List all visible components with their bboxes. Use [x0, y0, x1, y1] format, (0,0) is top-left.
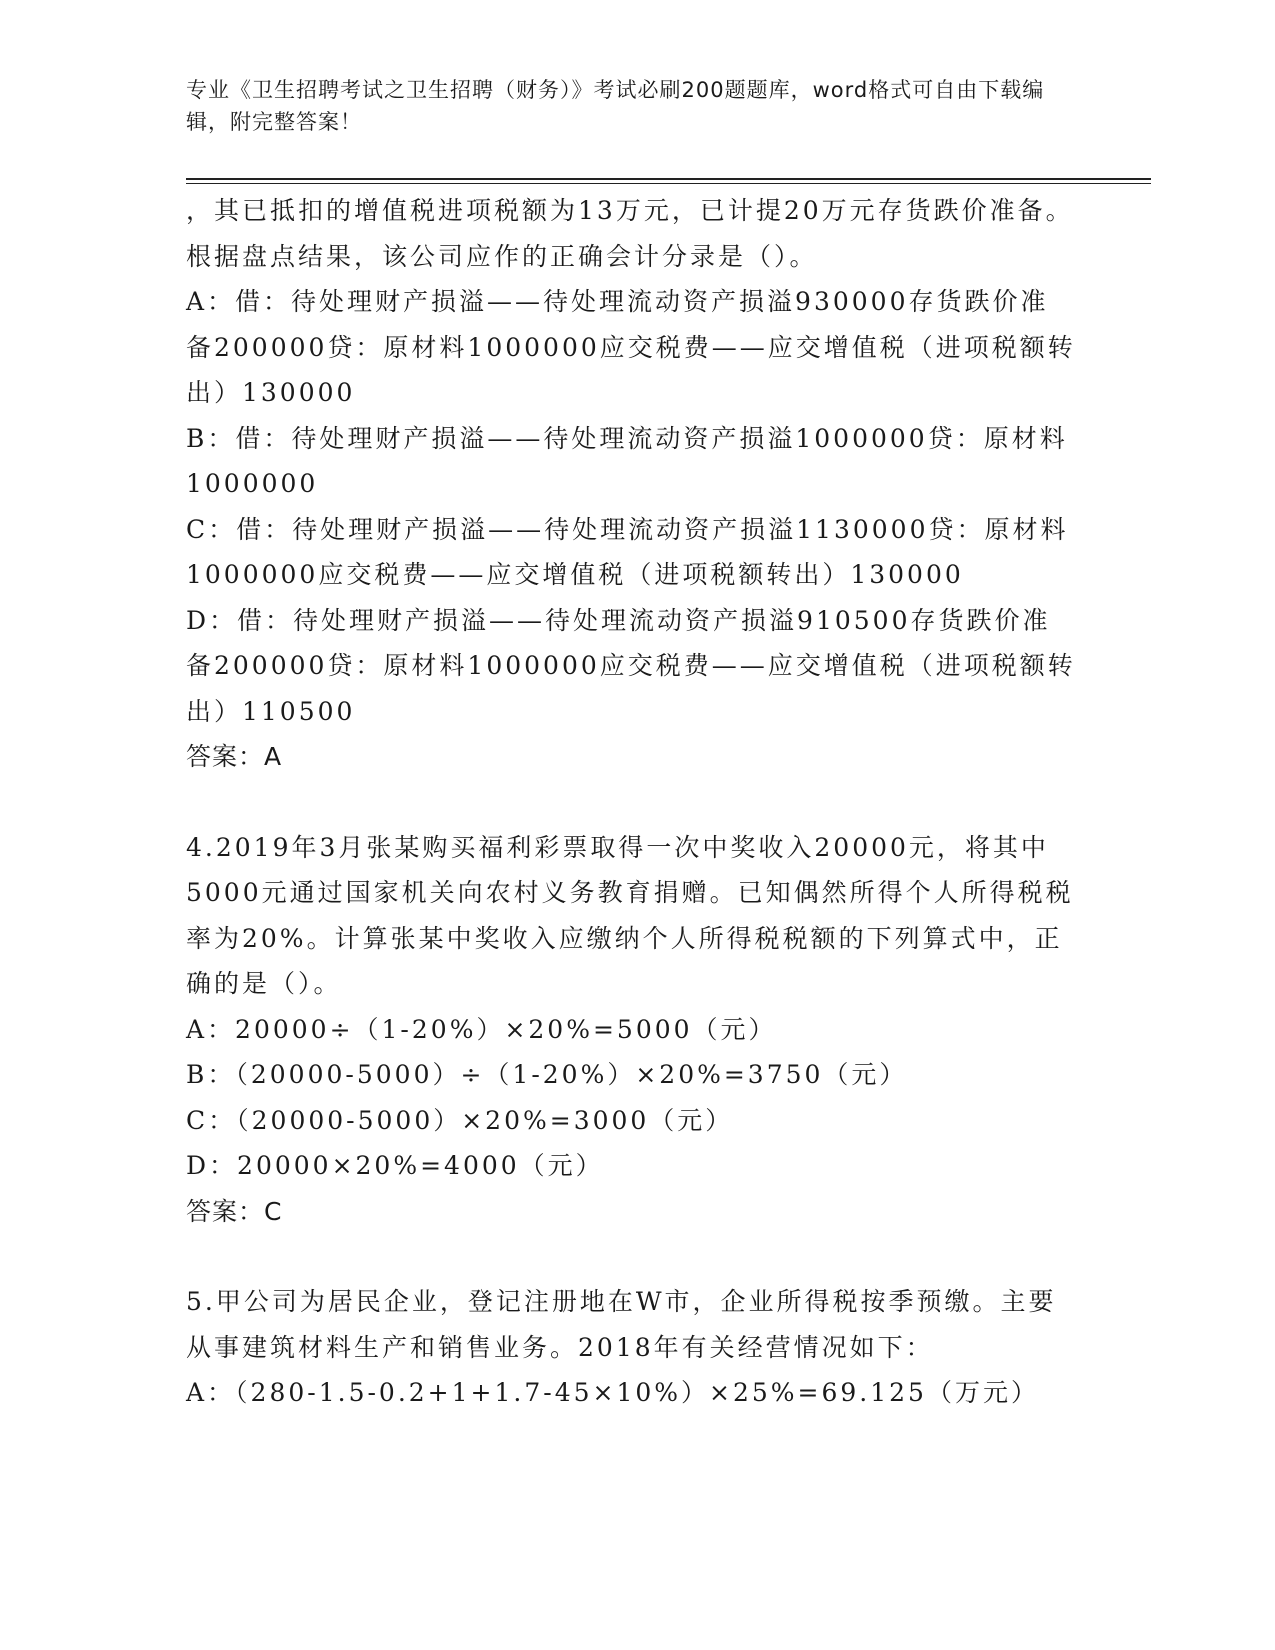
option-d: D：借：待处理财产损溢——待处理流动资产损溢910500存货跌价准备200000贷：原材料1000000应交税费——应交增值税（进项税额转出）110500 [186, 605, 1076, 726]
option-c: C：借：待处理财产损溢——待处理流动资产损溢1130000贷：原材料1000000应交税费——应交增值税（进项税额转出）130000 [186, 514, 1069, 589]
header-rule-thick [186, 178, 1151, 180]
question-stem: 5.甲公司为居民企业，登记注册地在W市，企业所得税按季预缴。主要从事建筑材料生产和销售业务。2018年有关经营情况如下： [186, 1287, 1057, 1362]
spacer [186, 780, 1076, 825]
page-header: 专业《卫生招聘考试之卫生招聘（财务）》考试必刷200题题库，word格式可自由下载编辑，附完整答案！ [186, 78, 1045, 134]
option-d: D：20000×20%=4000（元） [186, 1151, 604, 1180]
answer: 答案：C [186, 1196, 283, 1226]
option-b: B：（20000-5000）÷（1-20%）×20%=3750（元） [186, 1060, 908, 1089]
header-rule-thin [186, 183, 1151, 184]
question-stem: ，其已抵扣的增值税进项税额为13万元，已计提20万元存货跌价准备。根据盘点结果，该公司应作的正确会计分录是（）。 [186, 196, 1074, 271]
option-a: A：借：待处理财产损溢——待处理流动资产损溢930000存货跌价准备200000贷：原材料1000000应交税费——应交增值税（进项税额转出）130000 [186, 287, 1076, 407]
question-4 [186, 825, 1076, 1235]
option-c: C：（20000-5000）×20%=3000（元） [186, 1105, 734, 1135]
question-5 [186, 1279, 1076, 1416]
answer: 答案：A [186, 742, 283, 771]
option-b: B：借：待处理财产损溢——待处理流动资产损溢1000000贷：原材料1000000 [186, 423, 1068, 498]
option-a: A：（280-1.5-0.2+1+1.7-45×10%）×25%=69.125（万元） [186, 1378, 1039, 1407]
document-body [186, 188, 1076, 1416]
question-3 [186, 188, 1076, 780]
spacer [186, 1234, 1076, 1279]
option-a: A：20000÷（1-20%）×20%=5000（元） [186, 1014, 777, 1044]
question-stem: 4.2019年3月张某购买福利彩票取得一次中奖收入20000元，将其中5000元通过国家机关向农村义务教育捐赠。已知偶然所得个人所得税税率为20%。计算张某中奖收入应缴纳个人所得税税额的下列算式中，正确的是（）。 [186, 832, 1074, 998]
